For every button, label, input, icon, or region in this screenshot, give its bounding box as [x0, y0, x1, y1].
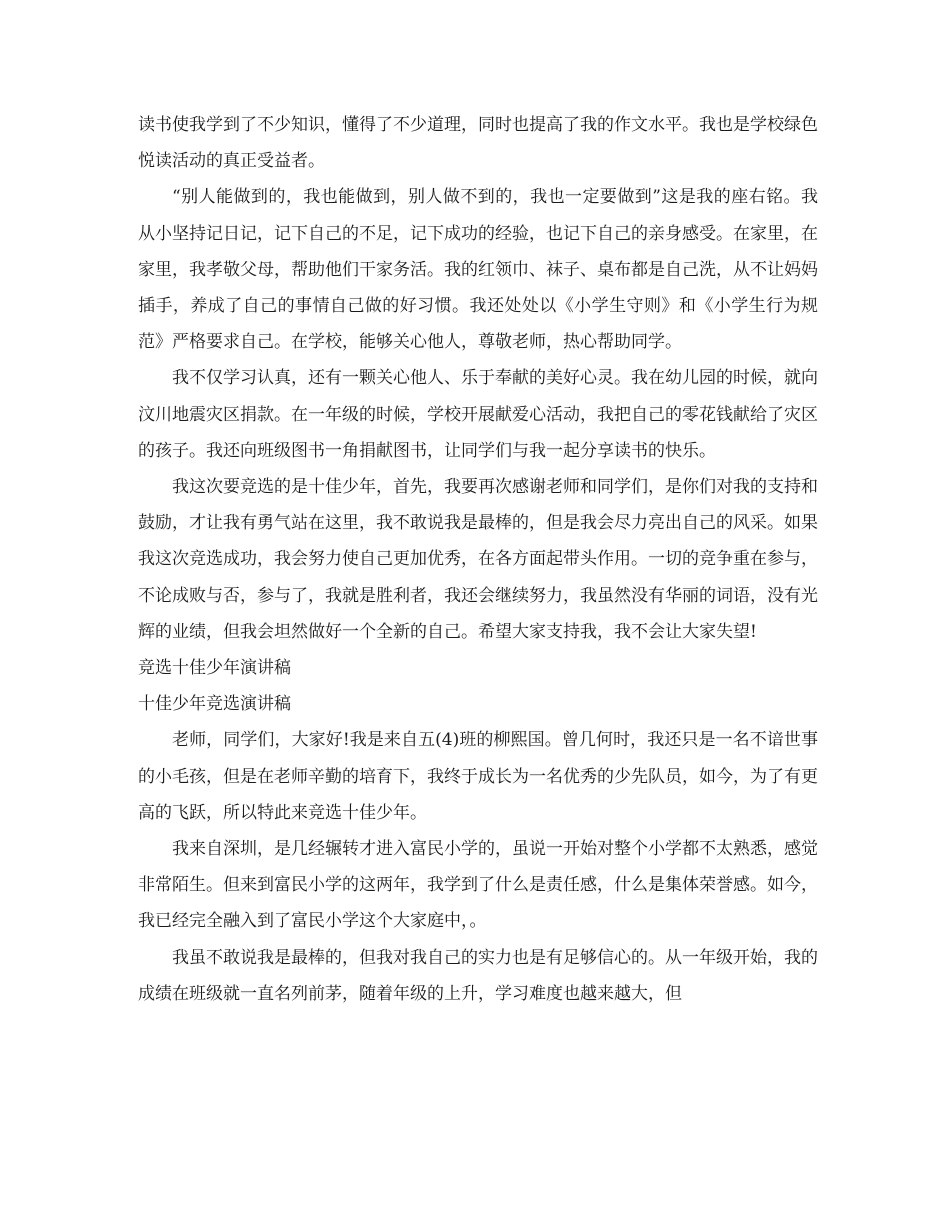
section-subtitle: 十佳少年竞选演讲稿	[138, 694, 291, 715]
paragraph-background: 我来自深圳，是几经辗转才进入富民小学的，虽说一开始对整个小学都不太熟悉，感觉非常陌生。但来到富民小学的这两年，我学到了什么是责任感，什么是集体荣誉感。如今，我已经完全融入到了富民小学这个大家庭中，。	[138, 839, 818, 932]
section-title: 竞选十佳少年演讲稿	[138, 658, 291, 679]
paragraph-confidence: 我虽不敢说我是最棒的，但我对我自己的实力也是有足够信心的。从一年级开始，我的成绩在班级就一直名列前茅，随着年级的上升，学习难度也越来越大，但	[138, 947, 818, 1004]
paragraph-greeting: 老师，同学们，大家好!我是来自五(4)班的柳熙国。曾几何时，我还只是一名不谙世事的小毛孩，但是在老师辛勤的培育下，我终于成长为一名优秀的少先队员，如今，为了有更高的飞跃，所以特此来竞选十佳少年。	[138, 730, 818, 823]
document-body	[138, 107, 818, 1012]
paragraph-caring: 我不仅学习认真，还有一颗关心他人、乐于奉献的美好心灵。我在幼儿园的时候，就向汶川地震灾区捐款。在一年级的时候，学校开展献爱心活动，我把自己的零花钱献给了灾区的孩子。我还向班级图书一角捐献图书，让同学们与我一起分享读书的快乐。	[138, 368, 818, 461]
paragraph-motto: “别人能做到的，我也能做到，别人做不到的，我也一定要做到”这是我的座右铭。我从小坚持记日记，记下自己的不足，记下成功的经验，也记下自己的亲身感受。在家里，在家里，我孝敬父母，帮助他们干家务活。我的红领巾、袜子、桌布都是自己洗，从不让妈妈插手，养成了自己的事情自己做的好习惯。我还处处以《小学生守则》和《小学生行为规范》严格要求自己。在学校，能够关心他人，尊敬老师，热心帮助同学。	[138, 187, 818, 353]
paragraph-campaign: 我这次要竞选的是十佳少年，首先，我要再次感谢老师和同学们，是你们对我的支持和鼓励，才让我有勇气站在这里，我不敢说我是最棒的，但是我会尽力亮出自己的风采。如果我这次竞选成功，我会努力使自己更加优秀，在各方面起带头作用。一切的竞争重在参与，不论成败与否，参与了，我就是胜利者，我还会继续努力，我虽然没有华丽的词语，没有光辉的业绩，但我会坦然做好一个全新的自己。希望大家支持我，我不会让大家失望!	[138, 477, 818, 642]
paragraph-continued: 读书使我学到了不少知识，懂得了不少道理，同时也提高了我的作文水平。我也是学校绿色悦读活动的真正受益者。	[138, 115, 818, 172]
